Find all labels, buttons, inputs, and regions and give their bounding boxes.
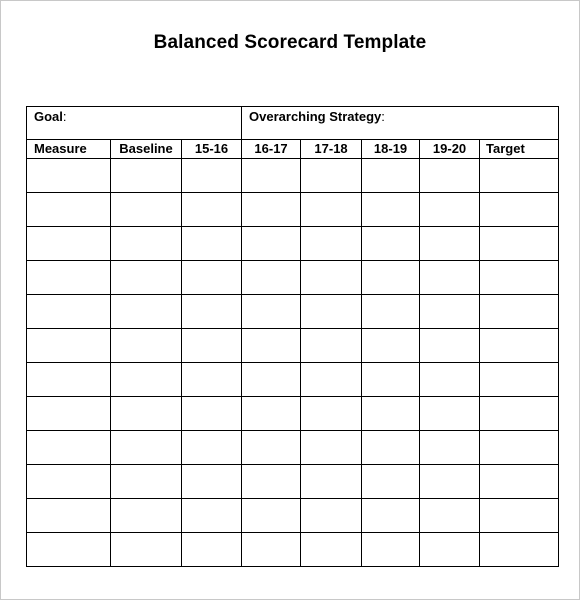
table-cell[interactable] — [362, 329, 420, 363]
col-header-16-17: 16-17 — [242, 140, 301, 159]
table-row — [27, 193, 559, 227]
goal-label: Goal — [34, 109, 63, 124]
table-cell[interactable] — [242, 363, 301, 397]
table-cell[interactable] — [111, 159, 182, 193]
table-row — [27, 159, 559, 193]
table-cell[interactable] — [242, 431, 301, 465]
table-cell[interactable] — [242, 329, 301, 363]
strategy-label: Overarching Strategy — [249, 109, 382, 124]
col-header-18-19: 18-19 — [362, 140, 420, 159]
table-cell[interactable] — [362, 227, 420, 261]
table-row — [27, 227, 559, 261]
table-cell[interactable] — [480, 533, 559, 567]
table-cell[interactable] — [242, 227, 301, 261]
table-cell[interactable] — [480, 227, 559, 261]
table-cell[interactable] — [301, 499, 362, 533]
table-cell[interactable] — [480, 499, 559, 533]
col-header-19-20: 19-20 — [420, 140, 480, 159]
table-cell[interactable] — [27, 193, 111, 227]
table-cell[interactable] — [480, 261, 559, 295]
table-cell[interactable] — [420, 329, 480, 363]
table-cell[interactable] — [111, 261, 182, 295]
table-cell[interactable] — [182, 465, 242, 499]
table-cell[interactable] — [480, 159, 559, 193]
table-cell[interactable] — [27, 329, 111, 363]
table-cell[interactable] — [27, 465, 111, 499]
table-cell[interactable] — [480, 329, 559, 363]
table-cell[interactable] — [182, 261, 242, 295]
table-cell[interactable] — [242, 159, 301, 193]
header-row — [27, 140, 559, 159]
table-cell[interactable] — [182, 329, 242, 363]
table-cell[interactable] — [480, 431, 559, 465]
table-cell[interactable] — [420, 499, 480, 533]
table-cell[interactable] — [301, 465, 362, 499]
table-cell[interactable] — [420, 261, 480, 295]
table-cell[interactable] — [242, 193, 301, 227]
table-row — [27, 295, 559, 329]
col-header-target: Target — [480, 140, 559, 159]
col-header-baseline: Baseline — [111, 140, 182, 159]
table-cell[interactable] — [420, 193, 480, 227]
table-cell[interactable] — [420, 227, 480, 261]
table-row — [27, 499, 559, 533]
table-cell[interactable] — [301, 533, 362, 567]
table-cell[interactable] — [480, 465, 559, 499]
table-cell[interactable] — [362, 431, 420, 465]
table-row — [27, 397, 559, 431]
table-cell[interactable] — [420, 397, 480, 431]
table-cell[interactable] — [242, 499, 301, 533]
table-cell[interactable] — [480, 397, 559, 431]
table-cell[interactable] — [111, 499, 182, 533]
table-cell[interactable] — [182, 533, 242, 567]
table-cell[interactable] — [111, 397, 182, 431]
table-row — [27, 431, 559, 465]
table-cell[interactable] — [27, 227, 111, 261]
scorecard-table — [26, 106, 559, 567]
table-cell[interactable] — [301, 363, 362, 397]
table-cell[interactable] — [301, 397, 362, 431]
goal-cell[interactable] — [27, 107, 242, 140]
table-cell[interactable] — [182, 159, 242, 193]
table-cell[interactable] — [301, 159, 362, 193]
table-cell[interactable] — [27, 499, 111, 533]
page-title: Balanced Scorecard Template — [153, 32, 427, 53]
table-cell[interactable] — [420, 431, 480, 465]
table-cell[interactable] — [27, 431, 111, 465]
table-cell[interactable] — [362, 499, 420, 533]
table-cell[interactable] — [111, 533, 182, 567]
table-cell[interactable] — [420, 159, 480, 193]
table-cell[interactable] — [111, 193, 182, 227]
info-row — [27, 107, 559, 140]
table-cell[interactable] — [111, 465, 182, 499]
table-cell[interactable] — [242, 295, 301, 329]
table-cell[interactable] — [27, 533, 111, 567]
table-cell[interactable] — [242, 533, 301, 567]
table-cell[interactable] — [111, 431, 182, 465]
table-cell[interactable] — [182, 397, 242, 431]
col-header-measure: Measure — [27, 140, 111, 159]
table-cell[interactable] — [27, 295, 111, 329]
table-cell[interactable] — [480, 295, 559, 329]
table-cell[interactable] — [182, 227, 242, 261]
table-row — [27, 533, 559, 567]
col-header-17-18: 17-18 — [301, 140, 362, 159]
table-cell[interactable] — [301, 431, 362, 465]
goal-colon: : — [62, 109, 67, 124]
table-cell[interactable] — [111, 227, 182, 261]
table-cell[interactable] — [362, 533, 420, 567]
table-cell[interactable] — [111, 363, 182, 397]
strategy-colon: : — [381, 109, 385, 124]
table-cell[interactable] — [301, 329, 362, 363]
table-cell[interactable] — [111, 295, 182, 329]
table-cell[interactable] — [362, 159, 420, 193]
table-cell[interactable] — [362, 363, 420, 397]
table-cell[interactable] — [242, 465, 301, 499]
table-cell[interactable] — [182, 431, 242, 465]
table-cell[interactable] — [27, 159, 111, 193]
table-cell[interactable] — [27, 261, 111, 295]
table-row — [27, 465, 559, 499]
table-cell[interactable] — [420, 295, 480, 329]
table-cell[interactable] — [182, 499, 242, 533]
table-cell[interactable] — [362, 397, 420, 431]
table-cell[interactable] — [301, 295, 362, 329]
table-cell[interactable] — [420, 363, 480, 397]
table-cell[interactable] — [182, 193, 242, 227]
table-cell[interactable] — [301, 227, 362, 261]
table-cell[interactable] — [362, 295, 420, 329]
table-cell[interactable] — [111, 329, 182, 363]
table-cell[interactable] — [242, 397, 301, 431]
table-cell[interactable] — [182, 295, 242, 329]
table-cell[interactable] — [301, 193, 362, 227]
table-cell[interactable] — [480, 193, 559, 227]
table-cell[interactable] — [27, 397, 111, 431]
table-cell[interactable] — [420, 533, 480, 567]
table-cell[interactable] — [362, 261, 420, 295]
table-cell[interactable] — [362, 193, 420, 227]
strategy-cell[interactable] — [242, 107, 559, 140]
table-cell[interactable] — [301, 261, 362, 295]
table-row — [27, 261, 559, 295]
table-cell[interactable] — [182, 363, 242, 397]
table-cell[interactable] — [480, 363, 559, 397]
table-cell[interactable] — [362, 465, 420, 499]
table-cell[interactable] — [242, 261, 301, 295]
col-header-15-16: 15-16 — [182, 140, 242, 159]
table-row — [27, 329, 559, 363]
table-cell[interactable] — [420, 465, 480, 499]
table-cell[interactable] — [27, 363, 111, 397]
table-row — [27, 363, 559, 397]
